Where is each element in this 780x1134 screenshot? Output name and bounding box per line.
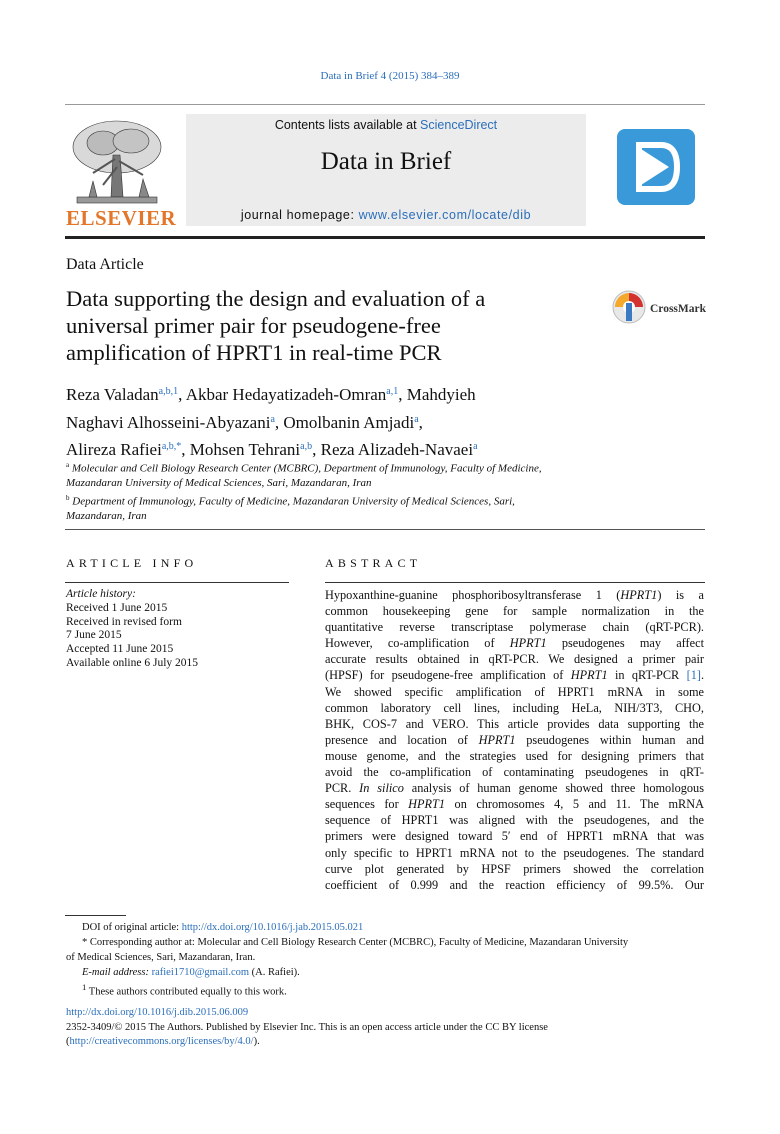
affiliation-b-cont: Mazandaran, Iran bbox=[66, 509, 147, 522]
affiliation-b: $^b$ Department of Immunology, Faculty of Medicine, Mazandaran University of Medical Sciences, Sari, bbox=[66, 493, 515, 508]
history-item: Accepted 11 June 2015 bbox=[66, 643, 174, 656]
article-history bbox=[66, 588, 198, 671]
crossmark-badge[interactable] bbox=[612, 289, 708, 325]
affiliations bbox=[66, 458, 686, 523]
history-item: Received in revised form bbox=[66, 615, 182, 628]
title-line: universal primer pair for pseudogene-free bbox=[66, 313, 441, 338]
abstract-line: curve plot generated by HPSF primers showed the correlation bbox=[325, 861, 704, 876]
abstract-line: quantitative reverse transcriptase polymerase chain (qRT-PCR). bbox=[325, 620, 704, 635]
history-label: Article history: bbox=[66, 588, 136, 600]
abstract-line: Hypoxanthine-guanine phosphoribosyltransferase 1 (HPRT1) is a bbox=[325, 588, 704, 602]
license-link[interactable]: http://creativecommons.org/licenses/by/4.0/ bbox=[69, 1036, 254, 1047]
abstract-line: coefficient of 0.999 and the reaction efficiency of 99.5%. Our bbox=[325, 877, 704, 892]
abstract-line: common laboratory cell lines, including HeLa, NIH/3T3, CHO, bbox=[325, 700, 704, 715]
abstract-line: common housekeeping gene for sample normalization in the bbox=[325, 604, 704, 619]
doi-original-link[interactable]: http://dx.doi.org/10.1016/j.jab.2015.05.021 bbox=[181, 922, 364, 933]
author-affil-sup[interactable]: a,b,1 bbox=[158, 386, 179, 397]
history-item: Received 1 June 2015 bbox=[66, 601, 168, 614]
crossmark-label: CrossMark bbox=[650, 303, 707, 315]
data-in-brief-logo-icon bbox=[617, 129, 695, 205]
author-name: Akbar Hedayatizadeh-Omran bbox=[185, 385, 387, 404]
author-affil-sup[interactable]: a bbox=[270, 413, 275, 425]
contents-prefix: Contents lists available at bbox=[274, 118, 421, 132]
abstract-rule bbox=[325, 582, 705, 583]
abstract-line: accurate results obtained in qRT-PCR. We designed a primer pair bbox=[325, 652, 704, 667]
author-affil-sup[interactable]: a,b bbox=[300, 441, 313, 452]
abstract-line: avoid the co-amplification of contaminating pseudogenes in qRT- bbox=[325, 765, 704, 780]
abstract-text bbox=[325, 587, 704, 893]
article-info-heading: ARTICLE INFO bbox=[66, 556, 198, 570]
article-doi-link[interactable]: http://dx.doi.org/10.1016/j.dib.2015.06.009 bbox=[66, 1007, 249, 1018]
abstract-line: We showed specific amplification of HPRT1 mRNA in some bbox=[325, 684, 704, 699]
author-name: Mahdyieh bbox=[406, 385, 476, 404]
journal-reference-link[interactable]: Data in Brief 4 (2015) 384–389 bbox=[320, 70, 460, 82]
author-name: Alireza Rafiei bbox=[66, 440, 162, 459]
header-divider bbox=[65, 236, 705, 239]
elsevier-wordmark: ELSEVIER bbox=[66, 206, 177, 230]
journal-title: Data in Brief bbox=[320, 148, 452, 175]
abstract-line: primers were designed toward 5′ end of HPRT1 mRNA that was bbox=[325, 829, 704, 844]
affiliation-a: $^a$ Molecular and Cell Biology Research Center (MCBRC), Department of Immunology, Faculty of Medicine, bbox=[66, 461, 542, 475]
license-link-line: (http://creativecommons.org/licenses/by/4.0/). bbox=[66, 1036, 260, 1047]
abstract-line: mouse genome, and the strategies used for designing primers that bbox=[325, 748, 704, 763]
author-name: Omolbanin Amjadi bbox=[283, 412, 415, 432]
equal-contribution-note: $^1$ These authors contributed equally to this work. bbox=[82, 982, 287, 998]
footnotes bbox=[66, 920, 706, 1000]
homepage-line bbox=[186, 208, 586, 222]
corresponding-author-note-cont: of Medical Sciences, Sari, Mazandaran, Iran. bbox=[66, 952, 256, 963]
history-item: 7 June 2015 bbox=[66, 629, 122, 642]
author-name: Mohsen Tehrani bbox=[189, 440, 301, 459]
abstract-line: However, co-amplification of HPRT1 pseudogenes may affect bbox=[325, 636, 704, 651]
section-divider bbox=[65, 529, 705, 530]
sciencedirect-link[interactable]: ScienceDirect bbox=[420, 118, 498, 132]
author-affil-sup[interactable]: a bbox=[473, 441, 478, 452]
abstract-line: presence and location of HPRT1 pseudogenes within human and bbox=[325, 732, 704, 747]
crossmark-icon bbox=[613, 291, 645, 323]
affiliation-a-cont: Mazandaran University of Medical Sciences, Sari, Mazandaran, Iran bbox=[66, 477, 372, 490]
abstract-heading: ABSTRACT bbox=[325, 556, 422, 570]
abstract-line: only specific to HPRT1 mRNA not to the pseudogenes. The standard bbox=[325, 845, 704, 860]
doi-license-block bbox=[66, 1006, 706, 1050]
author-name: Naghavi Alhosseini-Abyazani bbox=[66, 412, 271, 432]
title-line: amplification of HPRT1 in real-time PCR bbox=[66, 340, 442, 365]
corresponding-author-note: * Corresponding author at: Molecular and Cell Biology Research Center (MCBRC), Faculty of Medicine, Mazandaran University bbox=[82, 937, 629, 948]
article-title bbox=[66, 285, 596, 366]
author-affil-sup[interactable]: a bbox=[414, 413, 419, 425]
homepage-prefix: journal homepage: bbox=[240, 208, 359, 222]
contents-line bbox=[186, 118, 586, 132]
footnote-rule bbox=[65, 915, 126, 916]
abstract-line: sequences for HPRT1 on chromosomes 4, 5 and 11. The mRNA bbox=[325, 797, 704, 812]
homepage-link[interactable]: www.elsevier.com/locate/dib bbox=[358, 208, 532, 222]
abstract-line: sequence of HPRT1 was aligned with the pseudogenes, and the bbox=[325, 813, 704, 828]
title-line: Data supporting the design and evaluation of a bbox=[66, 286, 486, 311]
author-affil-sup[interactable]: a,b,* bbox=[161, 441, 182, 452]
doi-original-note: DOI of original article: http://dx.doi.org/10.1016/j.jab.2015.05.021 bbox=[82, 922, 364, 933]
author-affil-sup[interactable]: a,1 bbox=[386, 386, 399, 397]
article-info-rule bbox=[65, 582, 289, 583]
abstract-line: PCR. In silico analysis of human genome showed three homologous bbox=[325, 781, 704, 796]
email-note: E-mail address: rafiei1710@gmail.com (A. Rafiei). bbox=[82, 967, 300, 978]
license-line: 2352-3409/© 2015 The Authors. Published by Elsevier Inc. This is an open access article under the CC BY license bbox=[66, 1021, 548, 1033]
email-link[interactable]: rafiei1710@gmail.com bbox=[151, 967, 250, 978]
top-divider bbox=[65, 104, 705, 105]
author-name: Reza Alizadeh-Navaei bbox=[320, 440, 474, 459]
article-type: Data Article bbox=[66, 256, 144, 273]
reference-link[interactable]: [1] bbox=[686, 668, 701, 683]
abstract-line: (HPSF) for pseudogene-free amplification of HPRT1 in qRT-PCR [1]. bbox=[325, 668, 705, 683]
abstract-line: BHK, COS-7 and VERO. This article provides data supporting the bbox=[325, 716, 704, 731]
history-item: Available online 6 July 2015 bbox=[66, 656, 199, 669]
author-list: Reza Valadan$^{a,b,1}$, Akbar Hedayatizadeh-Omran$^{a,1}$, Mahdyieh Naghavi Alhosseini-Abyazani$^a$, Omolbanin Amjadi$^a$, Alireza Rafiei$^{a,b,*}$, Mohsen Tehrani$^{a,b}$, Reza Alizadeh-Navaei$^a$ bbox=[66, 385, 478, 459]
author-name: Reza Valadan bbox=[66, 385, 159, 404]
